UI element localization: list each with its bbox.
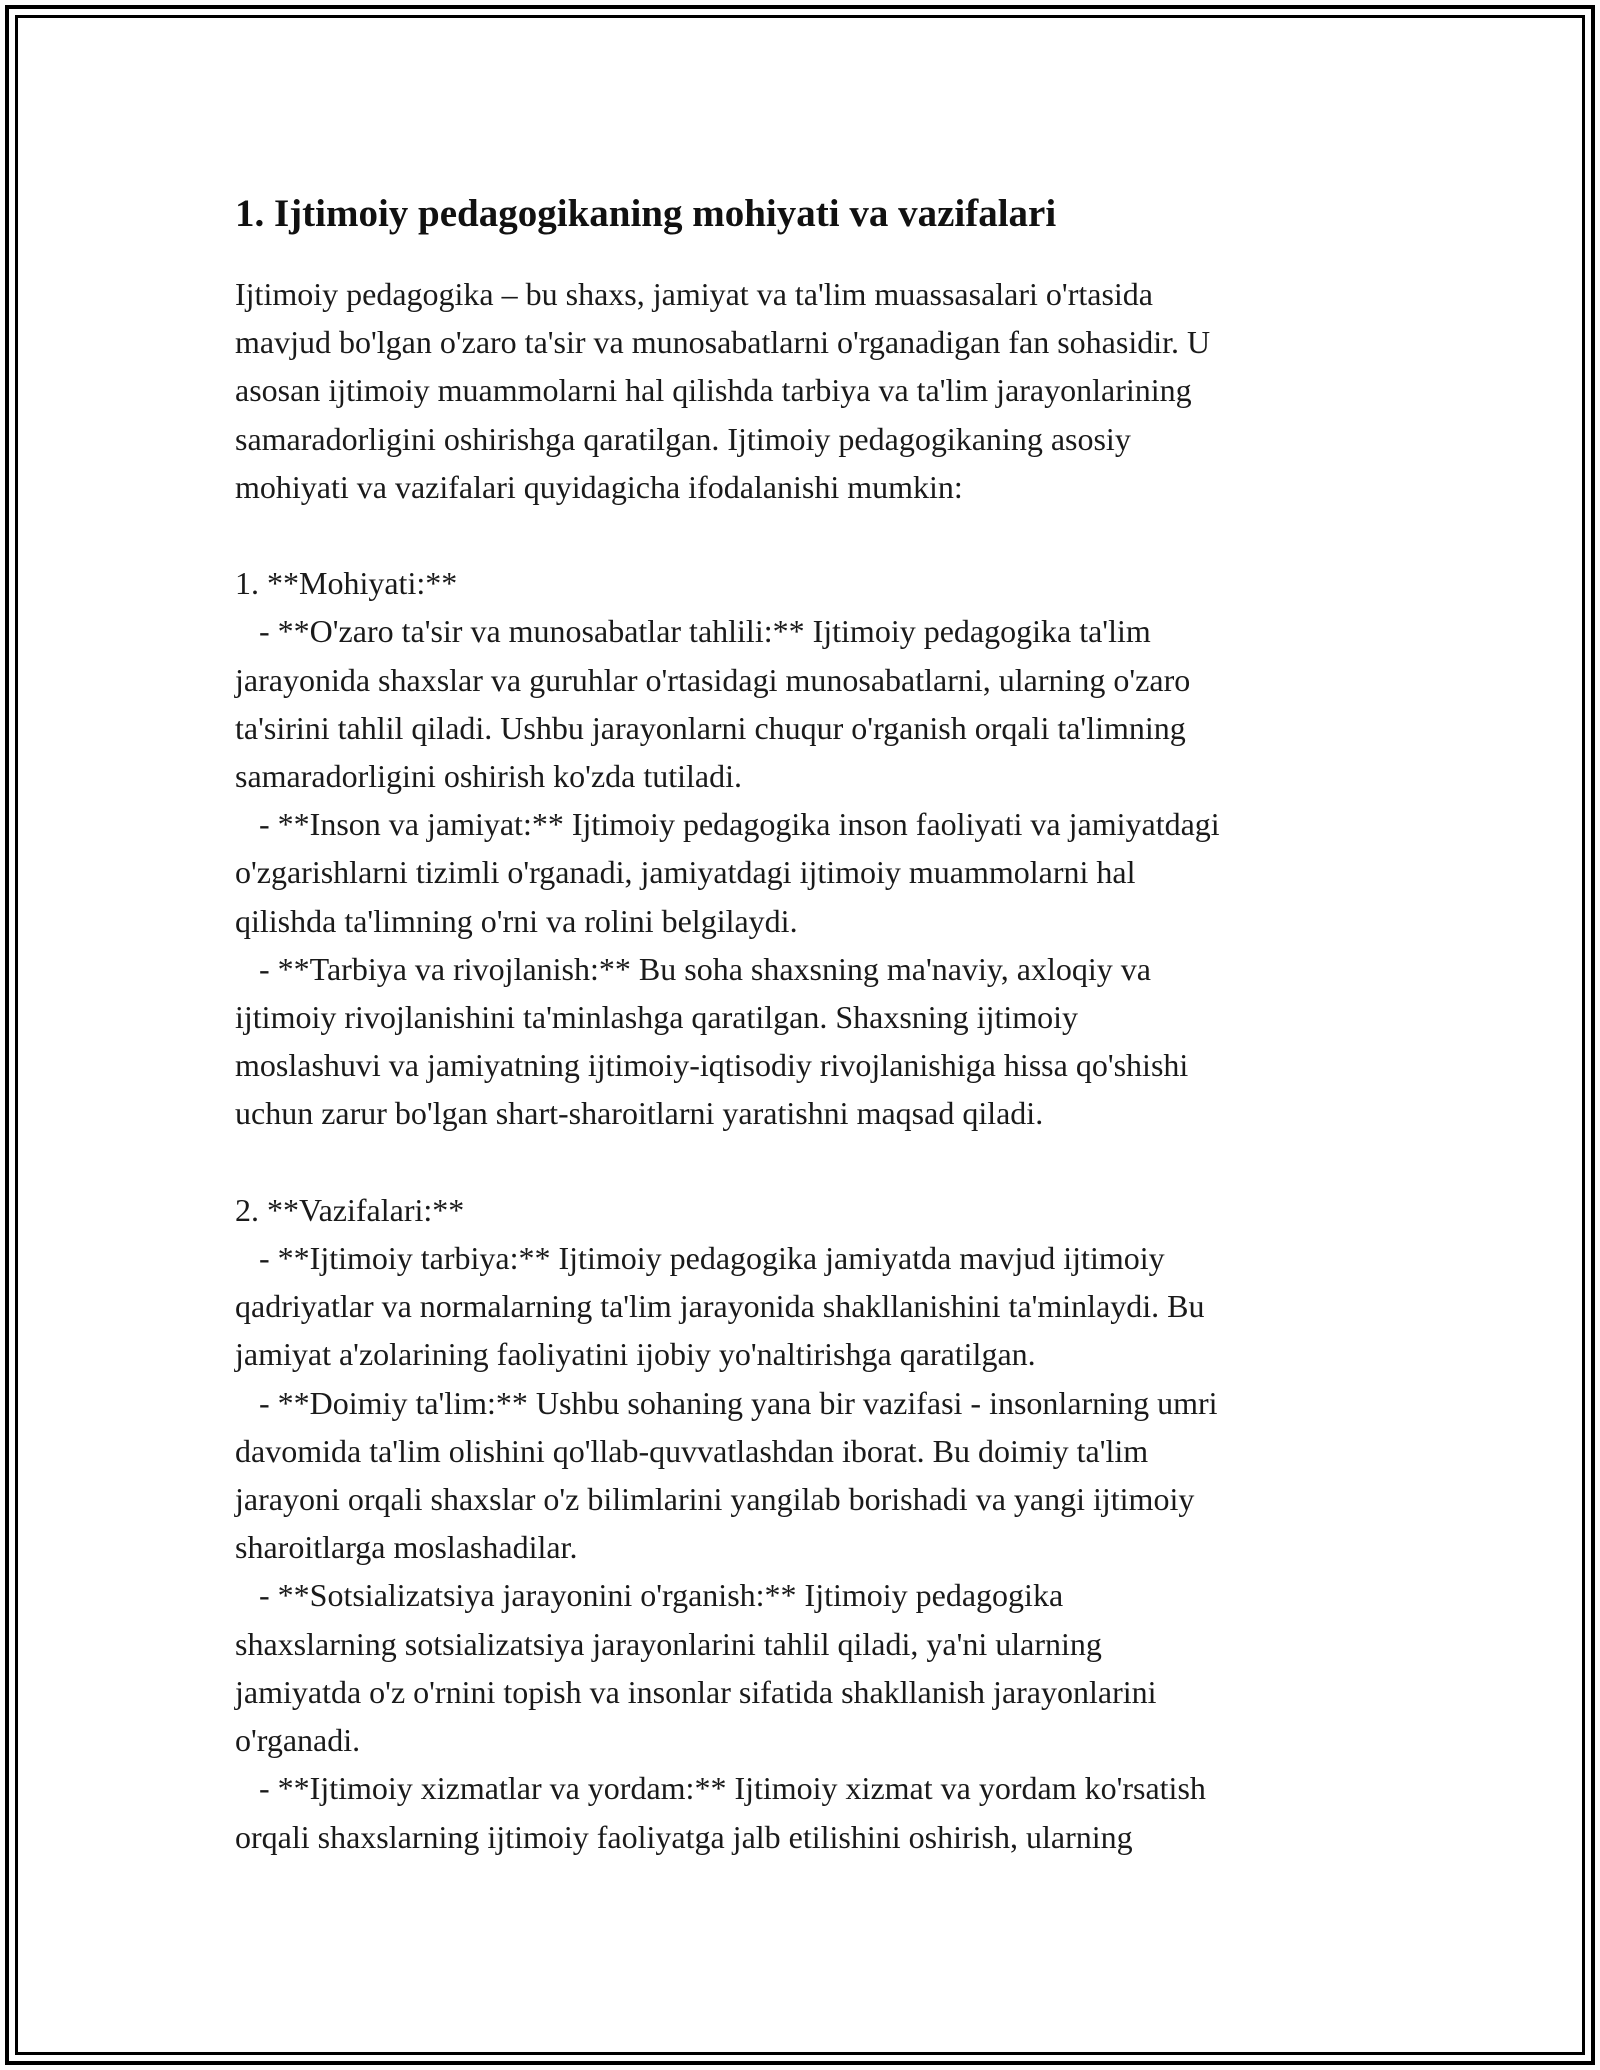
document-body: Ijtimoiy pedagogika – bu shaxs, jamiyat va ta'lim muassasalari o'rtasida mavjud bo'lgan o'zaro ta'sir va munosabatlarni o'rganadigan fan sohasidir. U asosan ijtimoiy muammolarni hal qilishda tarbiya va ta'lim jarayonlarining samaradorligini oshirishga qaratilgan. Ijtimoiy pedagogikaning asosiy mohiyati va vazifalari quyidagicha ifodalanishi mumkin: 1. **Mohiyati:** - **O'zaro ta'sir va munosabatlar tahlili:** Ijtimoiy pedagogika ta'lim jarayonida shaxslar va guruhlar o'rtasidagi munosabatlarni, ularning o'zaro ta'sirini tahlil qiladi. Ushbu jarayonlarni chuqur o'rganish orqali ta'limning samaradorligini oshirish ko'zda tutiladi. - **Inson va jamiyat:** Ijtimoiy pedagogika inson faoliyati va jamiyatdagi o'zgarishlarni tizimli o'rganadi, jamiyatdagi ijtimoiy muammolarni hal qilishda ta'limning o'rni va rolini belgilaydi. - **Tarbiya va rivojlanish:** Bu soha shaxsning ma'naviy, axloqiy va ijtimoiy rivojlanishini ta'minlashga qaratilgan. Shaxsning ijtimoiy moslashuvi va jamiyatning ijtimoiy-iqtisodiy rivojlanishiga hissa qo'shishi uchun zarur bo'lgan shart-sharoitlarni yaratishni maqsad qiladi. 2. **Vazifalari:** - **Ijtimoiy tarbiya:** Ijtimoiy pedagogika jamiyatda mavjud ijtimoiy qadriyatlar va normalarning ta'lim jarayonida shakllanishini ta'minlaydi. Bu jamiyat a'zolarining faoliyatini ijobiy yo'naltirishga qaratilgan. - **Doimiy ta'lim:** Ushbu sohaning yana bir vazifasi - insonlarning umri davomida ta'lim olishini qo'llab-quvvatlashdan iborat. Bu doimiy ta'lim jarayoni orqali shaxslar o'z bilimlarini yangilab borishadi va yangi ijtimoiy sharoitlarga moslashadilar. - **Sotsializatsiya jarayonini o'rganish:** Ijtimoiy pedagogika shaxslarning sotsializatsiya jarayonlarini tahlil qiladi, ya'ni ularning jamiyatda o'z o'rnini topish va insonlar sifatida shakllanish jarayonlarini o'rganadi. - **Ijtimoiy xizmatlar va yordam:** Ijtimoiy xizmat va yordam ko'rsatish orqali shaxslarning ijtimoiy faoliyatga jalb etilishini oshirish, ularning [235, 276, 1220, 1855]
document-content [235, 188, 1375, 1861]
document-title: 1. Ijtimoiy pedagogikaning mohiyati va vazifalari [235, 192, 1057, 235]
